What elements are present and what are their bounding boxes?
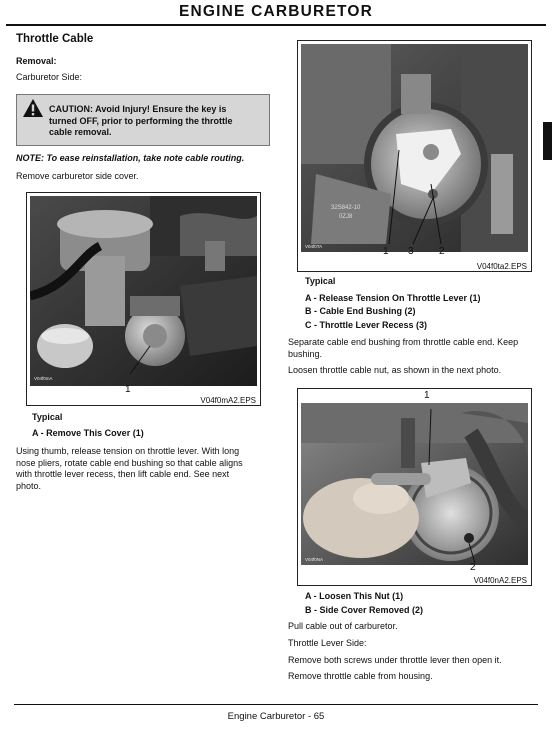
separate-bushing-paragraph (288, 337, 543, 360)
figure-throttle-lever-photo (297, 40, 532, 272)
figure-caption-heading: Typical (32, 412, 63, 422)
legend-item: A - Remove This Cover (1) (32, 428, 144, 438)
carburetor-side-label: Carburetor Side: (16, 72, 83, 82)
callout-label: 1 (125, 384, 131, 395)
throttle-lever-side-label: Throttle Lever Side: (288, 638, 367, 648)
caution-line: turned OFF, prior to performing the throttle (49, 115, 233, 126)
legend-item: A - Loosen This Nut (1) (305, 591, 404, 601)
figure-caption-heading: Typical (305, 276, 336, 286)
figure-code: V04f0NA (305, 557, 324, 562)
section-title: Throttle Cable (16, 33, 94, 45)
figure-cable-nut-photo (297, 388, 532, 586)
legend-item: B - Cable End Bushing (2) (305, 306, 416, 316)
paragraph-line: bushing. (288, 348, 323, 359)
legend-item: A - Release Tension On Throttle Lever (1) (305, 293, 481, 303)
part-stamp: 0ZJ8 (339, 214, 353, 220)
callout-label: 1 (424, 390, 430, 401)
carburetor-cover-image (30, 196, 257, 386)
loosen-nut-instruction: Loosen throttle cable nut, as shown in the next photo. (288, 365, 502, 375)
warning-icon (22, 98, 44, 118)
routing-note: NOTE: To ease reinstallation, take note cable routing. (16, 153, 245, 163)
page-header-title: ENGINE CARBURETOR (178, 3, 374, 20)
section-tab-marker (543, 122, 552, 160)
instruction-step: Remove both screws under throttle lever then open it. (288, 655, 502, 665)
callout-label: 3 (408, 246, 414, 257)
callout-label: 2 (470, 562, 476, 573)
figure-filename: V04f0nA2.EPS (473, 576, 527, 585)
caution-box (16, 94, 270, 146)
callout-label: 1 (383, 246, 389, 257)
footer-rule (14, 704, 538, 705)
header-rule (6, 24, 546, 26)
step-remove-cover: Remove carburetor side cover. (16, 171, 139, 181)
figure-code: V04f0TA (305, 244, 323, 249)
cable-nut-image (301, 403, 528, 565)
removal-heading: Removal: (16, 56, 57, 66)
paragraph-line: Separate cable end bushing from throttle cable end. Keep (288, 337, 519, 347)
throttle-lever-image (301, 44, 528, 252)
caution-text (49, 104, 269, 139)
callout-label: 2 (439, 246, 445, 257)
legend-item: B - Side Cover Removed (2) (305, 605, 424, 615)
paragraph-line: nose pliers, rotate cable end bushing so that cable aligns (16, 457, 243, 468)
caution-line: CAUTION: Avoid Injury! Ensure the key is (49, 104, 227, 114)
figure-cover-photo (26, 192, 261, 406)
page-footer: Engine Carburetor - 65 (227, 711, 325, 722)
figure-filename: V04f0mA2.EPS (200, 396, 256, 405)
paragraph-line: Using thumb, release tension on throttle lever. With long (16, 446, 240, 456)
figure-code: V04f0mA (34, 376, 53, 381)
legend-item: C - Throttle Lever Recess (3) (305, 320, 428, 330)
part-stamp: 32S842-10 (331, 205, 361, 211)
instruction-step: Remove throttle cable from housing. (288, 671, 433, 681)
paragraph-line: with throttle lever recess, then lift cable end. See next (16, 469, 230, 479)
release-tension-paragraph (16, 446, 276, 492)
figure-filename: V04f0ta2.EPS (476, 262, 527, 271)
caution-line: cable removal. (49, 127, 112, 137)
paragraph-line: photo. (16, 480, 42, 491)
instruction-step: Pull cable out of carburetor. (288, 621, 398, 631)
